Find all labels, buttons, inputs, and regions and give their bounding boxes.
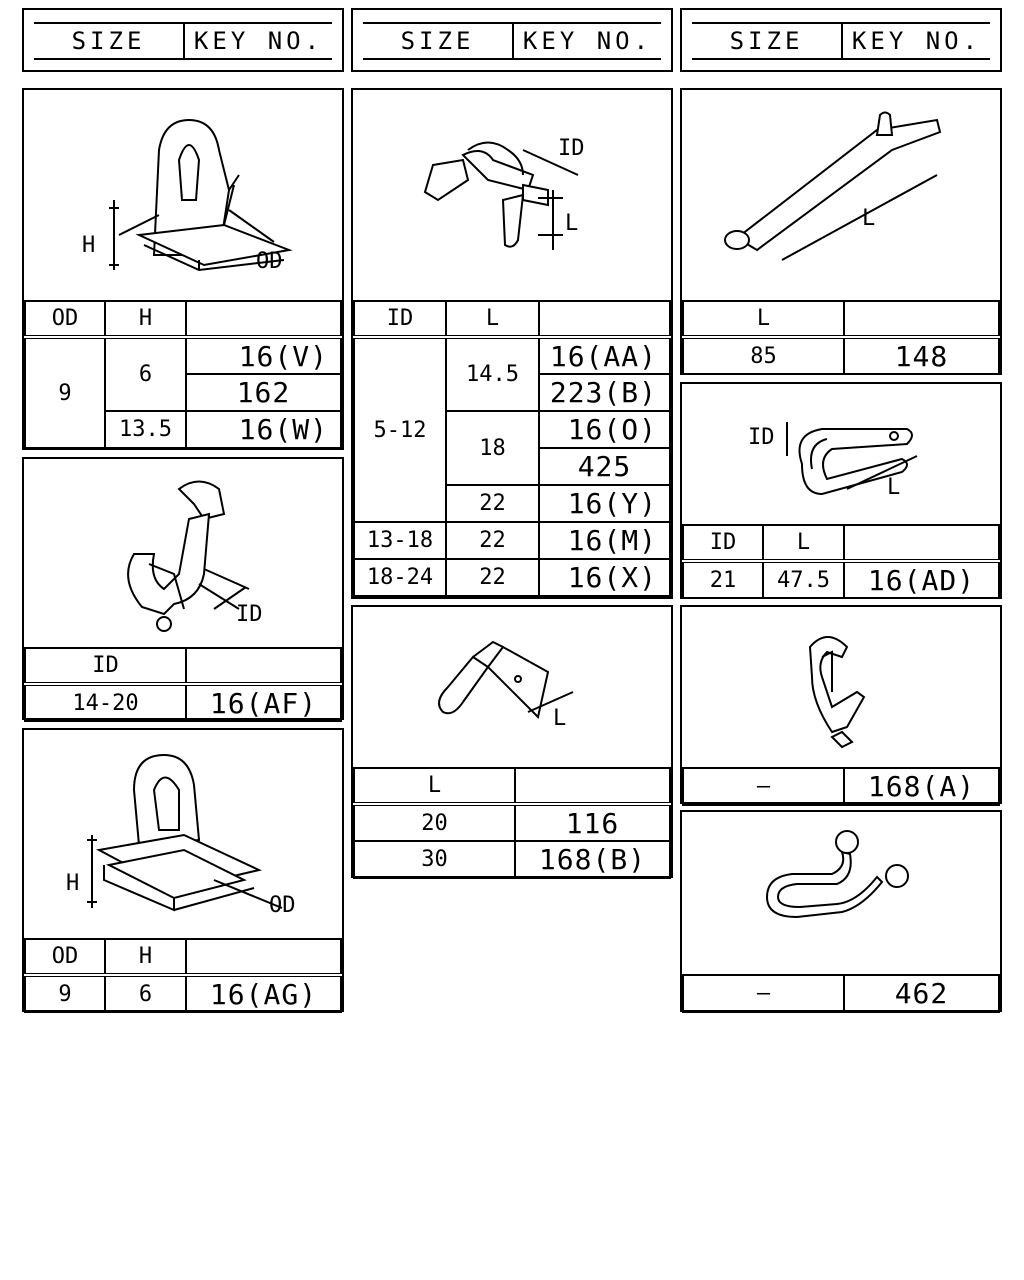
- clip-id-l-drawing: [353, 90, 671, 302]
- col-l: L: [446, 301, 539, 337]
- cell-l: 14.5: [446, 337, 539, 411]
- col-h: H: [105, 301, 186, 337]
- key-no-label: KEY NO.: [183, 24, 332, 58]
- dim-id: ID: [558, 136, 585, 161]
- band-l-table: [682, 300, 1000, 375]
- clamp-plain-table: [682, 767, 1000, 806]
- dim-od: OD: [269, 893, 296, 918]
- bracket-l-table: [353, 767, 671, 879]
- key-no-label: KEY NO.: [841, 24, 990, 58]
- col-key: [515, 768, 670, 804]
- clip-od-table: [24, 300, 342, 449]
- clamp-id-drawing: [24, 459, 342, 647]
- cell-id: 21: [683, 561, 763, 598]
- key-cell: 462: [844, 975, 999, 1012]
- key-cell: 425: [539, 448, 670, 485]
- band-l-drawing: [682, 90, 1000, 302]
- cell-od: 9: [25, 337, 105, 448]
- col-key: [539, 301, 670, 337]
- dim-l: L: [887, 475, 901, 500]
- col-key: [186, 301, 341, 337]
- cell-l: 22: [446, 485, 539, 522]
- key-cell: 16(O): [539, 411, 670, 448]
- cell-id: 5-12: [354, 337, 446, 522]
- cell-size: —: [683, 975, 844, 1012]
- dim-l: L: [565, 211, 579, 236]
- cell-l: 22: [446, 522, 539, 559]
- cell-l: 22: [446, 559, 539, 596]
- key-no-label: KEY NO.: [512, 24, 661, 58]
- header-col-2: [351, 8, 673, 72]
- cell-l: 20: [354, 804, 515, 841]
- panel-bracket-l: [351, 605, 673, 878]
- clip-id-l-table: [353, 300, 671, 597]
- dim-h: H: [66, 871, 80, 896]
- cell-id: 18-24: [354, 559, 446, 596]
- col-id: ID: [683, 525, 763, 561]
- key-cell: 16(M): [539, 522, 670, 559]
- dim-l: L: [553, 706, 567, 731]
- size-label: SIZE: [729, 27, 804, 55]
- key-cell: 16(AG): [186, 975, 341, 1012]
- panel-clip-od: [22, 88, 344, 450]
- panel-clamp-id: [22, 457, 344, 720]
- clip-od-h-drawing: [24, 730, 342, 938]
- clip-od-h-table: [24, 938, 342, 1013]
- clamp-id-table: [24, 647, 342, 722]
- cell-l: 85: [683, 337, 844, 374]
- dim-id: ID: [236, 602, 263, 627]
- panel-clip-id-l: [351, 88, 673, 599]
- col-id: ID: [25, 648, 186, 684]
- cell-id: 14-20: [25, 684, 186, 721]
- bracket-l-drawing: [353, 607, 671, 767]
- cell-id: 13-18: [354, 522, 446, 559]
- header-col-3: [680, 8, 1002, 72]
- key-cell: 16(V): [186, 337, 341, 374]
- dim-h: H: [82, 233, 96, 258]
- header-col-1: [22, 8, 344, 72]
- key-cell: 16(X): [539, 559, 670, 596]
- clip-od-drawing: [24, 90, 342, 302]
- dim-od: OD: [256, 249, 283, 274]
- col-key: [844, 301, 999, 337]
- key-cell: 168(A): [844, 768, 999, 805]
- cell-h: 6: [105, 975, 186, 1012]
- panel-loop: [680, 810, 1002, 1012]
- col-l: L: [354, 768, 515, 804]
- key-cell: 168(B): [515, 841, 670, 878]
- key-cell: 116: [515, 804, 670, 841]
- clip-id-l2-drawing: [682, 384, 1000, 524]
- clip-id-l2-table: [682, 524, 1000, 599]
- cell-h: 6: [105, 337, 186, 411]
- panel-clamp-plain: [680, 605, 1002, 804]
- col-id: ID: [354, 301, 446, 337]
- loop-drawing: [682, 812, 1000, 974]
- col-key: [186, 648, 341, 684]
- col-od: OD: [25, 301, 105, 337]
- col-l: L: [763, 525, 844, 561]
- key-cell: 16(AF): [186, 684, 341, 721]
- dim-l: L: [862, 206, 876, 231]
- col-h: H: [105, 939, 186, 975]
- key-cell: 148: [844, 337, 999, 374]
- col-od: OD: [25, 939, 105, 975]
- panel-band-l: [680, 88, 1002, 375]
- key-cell: 16(AA): [539, 337, 670, 374]
- key-cell: 162: [186, 374, 341, 411]
- cell-l: 18: [446, 411, 539, 485]
- key-cell: 16(Y): [539, 485, 670, 522]
- cell-l: 47.5: [763, 561, 844, 598]
- key-cell: 16(W): [186, 411, 341, 448]
- cell-h: 13.5: [105, 411, 186, 448]
- cell-l: 30: [354, 841, 515, 878]
- col-key: [186, 939, 341, 975]
- size-label: SIZE: [71, 27, 146, 55]
- size-label: SIZE: [400, 27, 475, 55]
- panel-clip-id-l2: [680, 382, 1002, 599]
- dim-id: ID: [748, 425, 775, 450]
- loop-table: [682, 974, 1000, 1013]
- panel-clip-od-h: [22, 728, 344, 1012]
- col-l: L: [683, 301, 844, 337]
- col-key: [844, 525, 999, 561]
- key-cell: 16(AD): [844, 561, 999, 598]
- clamp-plain-drawing: [682, 607, 1000, 767]
- key-cell: 223(B): [539, 374, 670, 411]
- cell-size: —: [683, 768, 844, 805]
- cell-od: 9: [25, 975, 105, 1012]
